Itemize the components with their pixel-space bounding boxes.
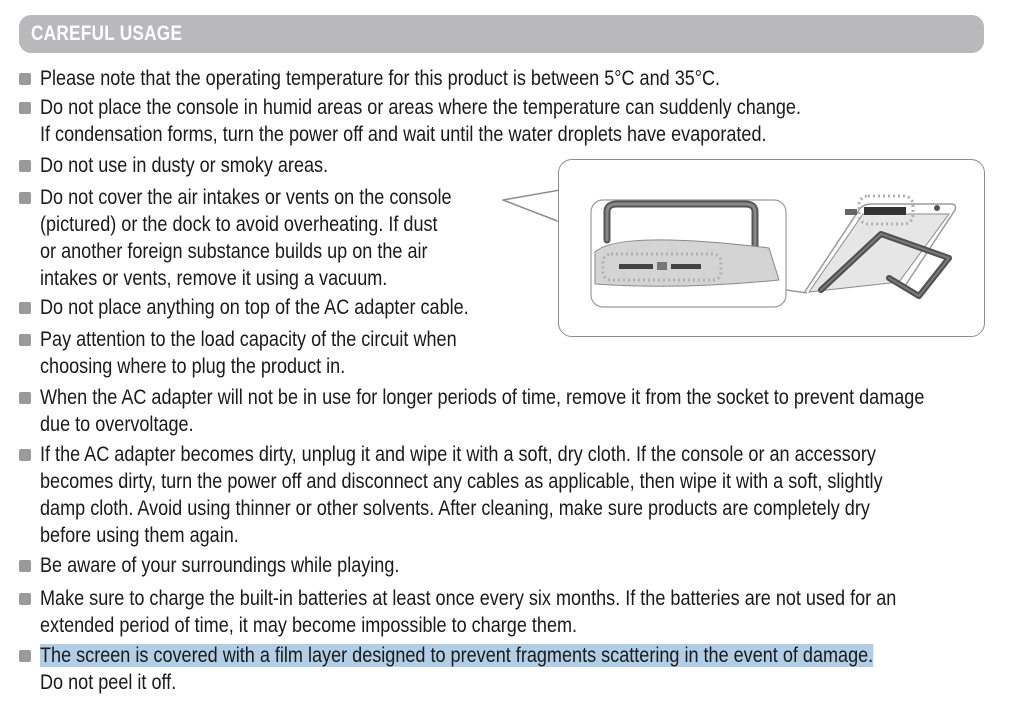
list-item-text: Pay attention to the load capacity of the circuit when choosing where to plug the product in. [40,328,457,378]
bullet-icon [19,102,31,114]
list-item-text: Do not cover the air intakes or vents on the console (pictured) or the dock to avoid overheating. If dust or another foreign substance builds up on the air intakes or vents, remove it using a vacuum. [40,186,452,290]
bullet-icon [19,192,31,204]
list-item-text: The screen is covered with a film layer designed to prevent fragments scattering in the event of damage. Do not peel it off. [40,644,874,694]
bullet-icon [19,160,31,172]
list-item-text: Be aware of your surroundings while playing. [40,554,400,577]
bullet-icon [19,334,31,346]
console-vents-illustration [558,159,985,337]
bullet-icon [19,392,31,404]
bullet-icon [19,449,31,461]
section-header [19,15,984,53]
list-item-text: If the AC adapter becomes dirty, unplug it and wipe it with a soft, dry cloth. If the console or an accessory becomes dirty, turn the power off and disconnect any cables as applicable, then wipe it with a soft, slightly damp cloth. Avoid using thinner or other solvents. After cleaning, make sure products are completely dry before using them again. [40,443,883,547]
bullet-icon [19,560,31,572]
list-item-text: Do not use in dusty or smoky areas. [40,154,329,177]
section-title: CAREFUL USAGE [31,22,183,45]
text-highlight: The screen is covered with a film layer designed to prevent fragments scattering in the event of damage. [40,644,874,667]
list-item-text: Do not place anything on top of the AC adapter cable. [40,296,469,319]
list-item-text: Please note that the operating temperature for this product is between 5°C and 35°C. [40,67,721,90]
console-illustration-icon [559,160,984,336]
bullet-icon [19,302,31,314]
list-item-text: When the AC adapter will not be in use for longer periods of time, remove it from the socket to prevent damage due to overvoltage. [40,386,925,436]
list-item-text: Do not place the console in humid areas or areas where the temperature can suddenly change. If condensation forms, turn the power off and wait until the water droplets have evaporated. [40,96,801,146]
bullet-icon [19,650,31,662]
bullet-icon [19,593,31,605]
list-item-text: Make sure to charge the built-in batteries at least once every six months. If the batteries are not used for an extended period of time, it may become impossible to charge them. [40,587,897,637]
bullet-icon [19,73,31,85]
